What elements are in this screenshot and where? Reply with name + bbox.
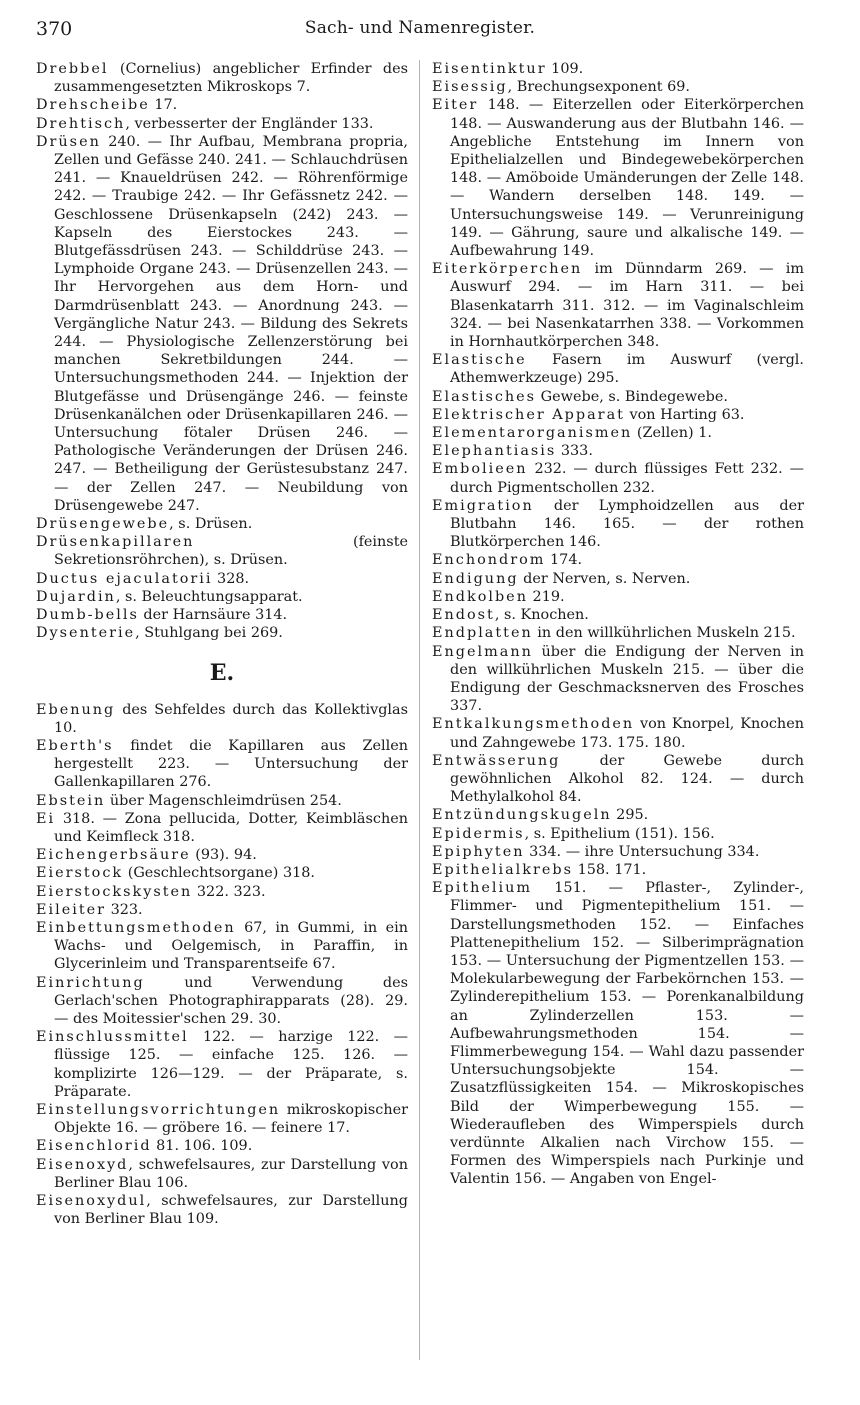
entry-text: 17.	[149, 97, 178, 114]
index-entry	[432, 588, 804, 606]
entry-headword: Drüsenkapillaren	[36, 534, 195, 551]
entry-text: der Gewebe durch gewöhnlichen Alkohol 82. 124. — durch Methylalkohol 84.	[450, 752, 804, 806]
entry-text: 158. 171.	[573, 861, 647, 878]
entry-text: 219.	[527, 588, 565, 605]
column-divider	[419, 60, 420, 1360]
entry-text: 333.	[556, 443, 593, 460]
index-entry	[432, 424, 804, 442]
entry-text: 295.	[611, 807, 649, 824]
entry-headword: Ebstein	[36, 792, 106, 809]
index-entry	[432, 643, 804, 716]
entry-headword: Elastisches	[432, 388, 537, 405]
entry-headword: Dysenterie	[36, 625, 136, 642]
entry-headword: Dumb-bells	[36, 607, 139, 624]
index-entry	[36, 792, 408, 810]
entry-text: (Cornelius) angeblicher Erfinder des zusammengesetzten Mikroskops 7.	[54, 61, 408, 96]
entry-text: 328.	[212, 570, 250, 587]
entry-text: Fasern im Auswurf (vergl. Athemwerkzeuge) 295.	[450, 352, 804, 387]
entry-text: 318. — Zona pellucida, Dotter, Keimbläschen und Keimfleck 318.	[54, 810, 408, 845]
entry-text: 81. 106. 109.	[151, 1138, 253, 1155]
entry-headword: Eisessig	[432, 79, 508, 96]
index-entry	[432, 460, 804, 496]
entry-headword: Einbettungsmethoden	[36, 919, 236, 936]
entries-e	[36, 701, 408, 1229]
entry-text: 174.	[545, 552, 583, 569]
entry-text: 322. 323.	[192, 883, 266, 900]
page-number: 370	[36, 18, 73, 40]
entry-headword: Endost	[432, 607, 495, 624]
entry-headword: Drebbel	[36, 61, 109, 77]
index-entry	[36, 570, 408, 588]
index-entry	[36, 133, 408, 515]
index-entry	[432, 843, 804, 861]
entry-headword: Emigration	[432, 497, 534, 514]
entry-headword: Ebenung	[36, 701, 116, 718]
entry-text: 323.	[106, 901, 143, 918]
entry-headword: Engelmann	[432, 643, 533, 660]
entry-headword: Drehscheibe	[36, 97, 150, 114]
entry-text: , Brechungsexponent 69.	[507, 79, 690, 96]
entry-text: , s. Drüsen.	[169, 516, 253, 533]
index-entry	[432, 752, 804, 807]
index-entry	[36, 919, 408, 974]
index-entry	[36, 60, 408, 96]
index-entry	[36, 1192, 408, 1228]
entry-headword: Einschlussmittel	[36, 1029, 189, 1046]
entry-headword: Elektrischer Apparat	[432, 406, 625, 423]
entry-text: 67, in Gummi, in ein Wachs- und Oelgemisch, in Paraffin, in Glycerinleim und Transparentseife 67.	[54, 919, 408, 973]
entry-headword: Eisentinktur	[432, 61, 547, 77]
entry-headword: Einstellungsvorrichtungen	[36, 1101, 281, 1118]
entry-text: 334. — ihre Untersuchung 334.	[524, 843, 760, 860]
entry-headword: Epiphyten	[432, 843, 525, 860]
entry-text: und Verwendung des Gerlach'schen Photographirapparats (28). 29. — des Moitessier'schen 29. 30.	[54, 974, 408, 1027]
left-column	[36, 60, 408, 1228]
entry-text: (Zellen) 1.	[632, 425, 712, 442]
index-entry	[36, 974, 408, 1029]
entry-headword: Entwässerung	[432, 752, 561, 769]
entry-headword: Ei	[36, 810, 56, 827]
index-entry	[432, 388, 804, 406]
entry-headword: Eierstockskysten	[36, 883, 193, 900]
entry-text: der Lymphoidzellen aus der Blutbahn 146. 165. — der rothen Blutkörperchen 146.	[450, 497, 804, 551]
entry-headword: Eisenoxyd	[36, 1156, 129, 1173]
entry-text: findet die Kapillaren aus Zellen hergestellt 223. — Untersuchung der Gallenkapillaren 276.	[54, 737, 408, 791]
entry-text: von Harting 63.	[624, 406, 745, 423]
entry-text: mikroskopischer Objekte 16. — gröbere 16. — feinere 17.	[54, 1101, 408, 1137]
entry-text: (feinste Sekretionsröhrchen), s. Drüsen.	[54, 534, 408, 569]
index-entry	[432, 806, 804, 824]
entry-headword: Eisenchlorid	[36, 1138, 152, 1155]
entry-headword: Drüsengewebe	[36, 516, 170, 533]
index-entry	[432, 861, 804, 879]
index-entry	[36, 864, 408, 882]
index-entry	[36, 1156, 408, 1192]
index-entry	[36, 515, 408, 533]
entry-text: (Geschlechtsorgane) 318.	[123, 865, 316, 882]
section-letter: E.	[209, 659, 235, 686]
entry-text: , schwefelsaures, zur Darstellung von Berliner Blau 109.	[54, 1192, 408, 1228]
index-entry	[432, 879, 804, 1188]
right-column	[432, 60, 804, 1189]
index-entry	[432, 78, 804, 96]
entry-headword: Epithelium	[432, 880, 533, 897]
entries-d	[36, 60, 408, 643]
entry-text: , Stuhlgang bei 269.	[135, 625, 283, 642]
entry-headword: Drüsen	[36, 133, 101, 150]
entry-headword: Entkalkungsmethoden	[432, 716, 635, 733]
entry-headword: Eierstock	[36, 865, 124, 882]
entry-text: , s. Epithelium (151). 156.	[524, 825, 715, 842]
entry-headword: Einrichtung	[36, 974, 145, 991]
index-entry	[36, 883, 408, 901]
entry-text: im Dünndarm 269. — im Auswurf 294. — im Harn 311. — bei Blasenkatarrh 311. 312. — im Vaginalschleim 324. — bei Nasenkatarrhen 338. — Vorkommen in Hornhautkörperchen 348.	[450, 261, 804, 351]
entries-right	[432, 60, 804, 1189]
index-entry	[36, 846, 408, 864]
index-entry	[432, 715, 804, 751]
entry-text: der Harnsäure 314.	[138, 607, 288, 624]
index-entry	[36, 810, 408, 846]
entry-text: über die Endigung der Nerven in den willkührlichen Muskeln 215. — über die Endigung der Geschmacksnerven des Frosches 337.	[450, 643, 804, 715]
entry-text: des Sehfeldes durch das Kollektivglas 10.	[54, 701, 408, 736]
entry-headword: Embolieen	[432, 461, 528, 478]
index-entry	[36, 901, 408, 919]
entry-headword: Elastische	[432, 352, 527, 369]
entry-headword: Ductus ejaculatorii	[36, 570, 213, 587]
index-entry	[36, 1137, 408, 1155]
index-entry	[432, 60, 804, 78]
entry-headword: Epithelialkrebs	[432, 861, 573, 878]
index-entry	[36, 1028, 408, 1101]
entry-headword: Eileiter	[36, 901, 107, 918]
entry-text: 122. — harzige 122. — flüssige 125. — einfache 125. 126. — komplizirte 126—129. — der Präparate, s. Präparate.	[54, 1029, 408, 1100]
index-entry	[432, 406, 804, 424]
entry-headword: Dujardin	[36, 588, 116, 605]
index-entry	[36, 701, 408, 737]
entry-text: 151. — Pflaster-, Zylinder-, Flimmer- und Pigmentepithelium 151. — Darstellungsmethoden 152. — Einfaches Plattenepithelium 152. — Silberimprägnation 153. — Untersuchung der Pigmentzellen 153. — Molekularbewegung der Farbekörnchen 153. — Zylinderepithelium 153. — Porenkanalbildung an Zylinderzellen 153. — Aufbewahrungsmethoden 154. — Flimmerbewegung 154. — Wahl dazu passender Untersuchungsobjekte 154. — Zusatzflüssigkeiten 154. — Mikroskopisches Bild der Wimperbewegung 155. — Wiederaufleben des Wimperspiels durch verdünnte Alkalien nach Virchow 155. — Formen des Wimperspiels nach Purkinje und Valentin 156. — Angaben von Engel-	[450, 880, 804, 1188]
index-entry	[432, 606, 804, 624]
entry-text: in den willkührlichen Muskeln 215.	[532, 625, 796, 642]
entry-text: , s. Knochen.	[494, 607, 589, 624]
entry-text: 240. — Ihr Aufbau, Membrana propria, Zellen und Gefässe 240. 241. — Schlauchdrüsen 241. — Knaueldrüsen 242. — Röhrenförmige 242. — Traubige 242. — Ihr Gefässnetz 242. — Geschlossene Drüsenkapseln (242) 243. — Kapseln des Eierstockes 243. — Blutgefässdrüsen 243. — Schilddrüse 243. — Lymphoide Organe 243. — Drüsenzellen 243. — Ihr Hervorgehen aus dem Horn- und Darmdrüsenblatt 243. — Anordnung 243. — Vergängliche Natur 243. — Bildung des Sekrets 244. — Physiologische Zellenzerstörung bei manchen Sekretbildungen 244. — Untersuchungsmethoden 244. — Injektion der Blutgefässe und Drüsengänge 246. — feinste Drüsenkanälchen oder Drüsenkapillaren 246. — Untersuchung fötaler Drüsen 246. — Pathologische Veränderungen der Drüsen 246. 247. — Betheiligung der Gerüstesubstanz 247. — der Zellen 247. — Neubildung von Drüsengewebe 247.	[54, 133, 408, 514]
entry-headword: Elementarorganismen	[432, 425, 633, 442]
index-entry	[432, 96, 804, 260]
entry-text: 232. — durch flüssiges Fett 232. — durch Pigmentschollen 232.	[450, 461, 804, 496]
entry-text: von Knorpel, Knochen und Zahngewebe 173. 175. 180.	[450, 716, 804, 751]
entry-headword: Eichengerbsäure	[36, 847, 191, 864]
index-entry	[36, 588, 408, 606]
entry-headword: Eiterkörperchen	[432, 261, 583, 278]
index-entry	[432, 260, 804, 351]
index-entry	[36, 533, 408, 569]
entry-headword: Entzündungskugeln	[432, 807, 612, 824]
entry-text: , s. Beleuchtungsapparat.	[115, 588, 303, 605]
entry-text: Gewebe, s. Bindegewebe.	[536, 388, 728, 405]
index-entry	[36, 115, 408, 133]
entry-headword: Enchondrom	[432, 552, 546, 569]
index-entry	[432, 825, 804, 843]
index-entry	[36, 1101, 408, 1137]
entry-text: der Nerven, s. Nerven.	[518, 570, 691, 587]
index-entry	[432, 570, 804, 588]
entry-headword: Eberth's	[36, 737, 114, 754]
page-header	[36, 18, 804, 42]
index-entry	[36, 624, 408, 642]
entry-text: über Magenschleimdrüsen 254.	[105, 792, 342, 809]
index-entry	[36, 606, 408, 624]
index-entry	[432, 624, 804, 642]
entry-headword: Endplatten	[432, 625, 533, 642]
entry-headword: Epidermis	[432, 825, 525, 842]
entry-headword: Drehtisch	[36, 115, 126, 132]
index-entry	[36, 96, 408, 114]
entry-text: , schwefelsaures, zur Darstellung von Berliner Blau 106.	[54, 1156, 408, 1191]
entry-headword: Eiter	[432, 97, 479, 114]
entry-text: 148. — Eiterzellen oder Eiterkörperchen 148. — Auswanderung aus der Blutbahn 146. — Angebliche Entstehung im Innern von Epithelialzellen und Bindegewebekörperchen 148. — Amöboide Umänderungen der Zelle 148. — Wandern derselben 148. 149. — Untersuchungsweise 149. — Verunreinigung 149. — Gährung, saure und alkalische 149. — Aufbewahrung 149.	[450, 97, 804, 260]
entry-headword: Eisenoxydul	[36, 1192, 147, 1209]
entry-headword: Endkolben	[432, 588, 528, 605]
entry-text: 109.	[546, 61, 584, 77]
index-entry	[432, 351, 804, 387]
index-entry	[36, 737, 408, 792]
entry-text: , verbesserter der Engländer 133.	[125, 115, 374, 132]
entry-headword: Endigung	[432, 570, 519, 587]
index-entry	[432, 442, 804, 460]
entry-headword: Elephantiasis	[432, 443, 557, 460]
running-title: Sach- und Namenregister.	[304, 18, 536, 38]
index-entry	[432, 551, 804, 569]
index-entry	[432, 497, 804, 552]
entry-text: (93). 94.	[190, 847, 257, 864]
